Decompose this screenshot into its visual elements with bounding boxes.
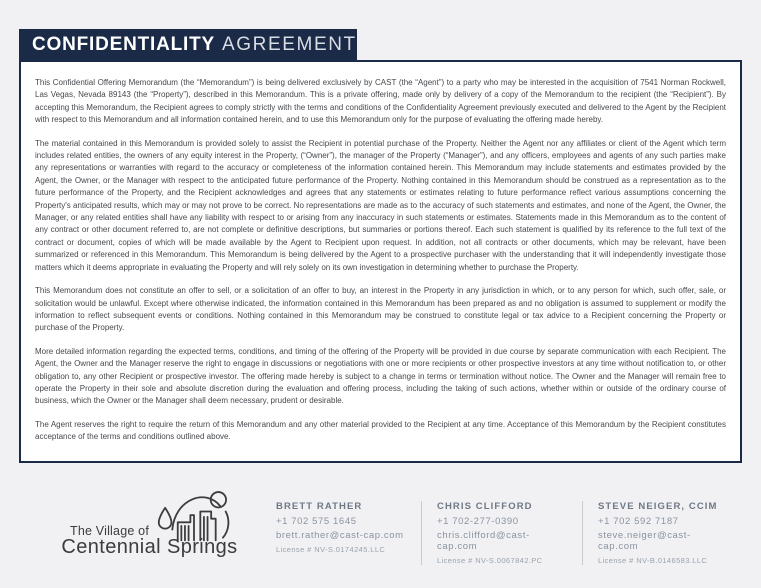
contact-email: chris.clifford@cast-cap.com <box>437 530 530 552</box>
contact-license: License # NV-B.0146583.LLC <box>598 556 708 565</box>
agreement-paragraph: The material contained in this Memorandum is provided solely to assist the Recipient in potential purchase of the Property. Neither the Agent nor any affiliates or client of the Agent which term includes related entities, the owners of any equity interest in the Property, (“Owner”), the manager of the Property (“Manager”), and any officers, employees and agents of any such parties make any representations or warranties with regard to the accuracy or completeness of the information contained herein. This Memorandum may include statements and estimates provided by the Agent, the Owner, or the Manager with respect to the anticipated future performance of the Property. Nothing contained in this Memorandum should be construed as a representation as to the future performance of the Property, and the Recipient acknowledges and agrees that any statements or estimates relating to future performance reflect various assumptions concerning the Property's anticipated results, which may or may not prove to be correct. No representations are made as to the accuracy of such statements and estimates, and none of the Agent, the Owner, the Manager, or any related entities shall have any liability with respect to or arising from any inaccuracy in such statements or estimates. Statements made in this Memorandum as to the content of any contract or other document referred to, are not complete or definitive descriptions, but summaries or portions thereof. Each such statement is qualified by its reference to the full text of the contract or document, copies of which will be made available by the Agent to Recipient upon request. In addition, not all contracts or other documents, which may be relevant, have been summarized or referenced in this Memorandum. This Memorandum is being delivered by the Agent to a prospective purchaser with the understanding that it will independently investigate those matters which it deems appropriate in evaluating the Property and will rely solely on its own investigation in determining whether to purchase the Property. <box>35 138 726 272</box>
contact-card <box>582 501 743 565</box>
contact-list <box>261 501 743 565</box>
contact-email: steve.neiger@cast-cap.com <box>598 530 691 552</box>
contact-name: CHRIS CLIFFORD <box>437 501 533 512</box>
contact-card <box>261 501 421 565</box>
contact-phone: +1 702 575 1645 <box>276 515 357 527</box>
contact-phone: +1 702 592 7187 <box>598 515 679 527</box>
logo-tagline: The Village of <box>69 524 149 538</box>
logo-name: Centennial Springs <box>61 536 238 558</box>
page-title-light: AGREEMENT <box>222 34 357 55</box>
contact-license: License # NV-S.0067842.PC <box>437 556 543 565</box>
agreement-paragraph: More detailed information regarding the expected terms, conditions, and timing of the offering of the Property will be provided in due course by separate communication with each Recipient. The Agent, the Owner and the Manager reserve the right to engage in discussions or negotiations with one or more recipients or other prospective investors at any time without notification to, or other obligation to, any other Recipient or prospective investor. The offering made hereby is subject to a change in terms or termination without notice. The Owner and the Manager will remain free to operate the Property in their sole and absolute discretion during the evaluation and offering process, including the taking of such actions, whether within or outside of the ordinary course of business, which the Owner or the Manager shall deem necessary, prudent or desirable. <box>35 346 726 406</box>
agreement-paragraph: This Confidential Offering Memorandum (the “Memorandum”) is being delivered exclusively by CAST (the “Agent”) to a party who may be interested in the acquisition of 7541 Norman Rockwell, Las Vegas, Nevada 89143 (the “Property”), described in this Memorandum. This is a private offering, made only by delivery of a copy of the Memorandum to the recipient (the “Recipient”). By accepting this Memorandum, the Recipient agrees to comply strictly with the terms and conditions of the Confidentiality Agreement previously executed and delivered to the Agent by the Recipient with respect to this Memorandum and all information contained herein, and to use this Memorandum only for the purpose of evaluating the offering made hereby. <box>35 78 726 125</box>
contact-email: brett.rather@cast-cap.com <box>276 530 404 541</box>
contact-license: License # NV-S.0174245.LLC <box>276 545 386 554</box>
contact-name: STEVE NEIGER, CCIM <box>598 501 718 512</box>
page-title-bar <box>19 29 357 61</box>
contact-name: BRETT RATHER <box>276 501 363 512</box>
footer <box>38 488 743 565</box>
agreement-paragraph: This Memorandum does not constitute an offer to sell, or a solicitation of an offer to buy, an interest in the Property in any jurisdiction in which, or to any person for which, such offer, sale, or solicitation would be unlawful. Except where otherwise indicated, the information contained in this Memorandum has been prepared as and no obligation is assumed to supplement or modify the information to reflect subsequent events or conditions. Nothing contained in this Memorandum may be construed to constitute legal or tax advice to a Recipient concerning the Property or purchase of the Property. <box>35 286 726 333</box>
agreement-text-box <box>19 60 742 463</box>
centennial-springs-logo <box>38 488 261 559</box>
agreement-paragraph: The Agent reserves the right to require the return of this Memorandum and any other material provided to the Recipient at any time. Acceptance of this Memorandum by the Recipient constitutes acceptance of the terms and conditions outlined above. <box>35 419 726 442</box>
contact-card <box>421 501 582 565</box>
page-title-bold: CONFIDENTIALITY <box>32 34 215 55</box>
contact-phone: +1 702-277-0390 <box>437 515 519 527</box>
